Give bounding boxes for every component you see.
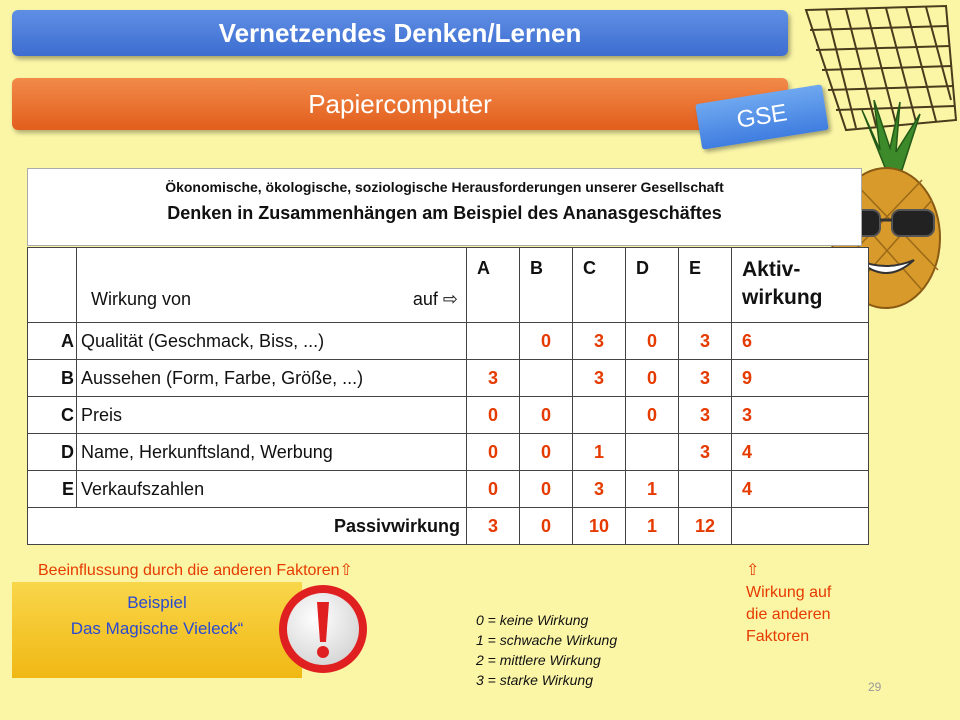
table-row	[28, 434, 869, 471]
row-factor: Preis	[77, 397, 467, 434]
cell-value: 3	[679, 323, 732, 360]
row-letter: E	[28, 471, 77, 508]
page-number: 29	[868, 680, 882, 694]
intro-line-1: Ökonomische, ökologische, soziologische Herausforderungen unserer Gesellschaft	[165, 179, 724, 195]
table-header-row	[28, 248, 869, 323]
table-row	[28, 360, 869, 397]
column-header: E	[679, 248, 732, 323]
up-arrow-icon: ⇧	[746, 562, 760, 579]
cell-value: 3	[573, 360, 626, 397]
table-row	[28, 323, 869, 360]
column-header: A	[467, 248, 520, 323]
passiv-row	[28, 508, 869, 545]
cell-value: 3	[679, 360, 732, 397]
cell-value: 3	[679, 397, 732, 434]
intro-line-2: Denken in Zusammenhängen am Beispiel des Ananasgeschäftes	[167, 203, 722, 223]
intro-box	[27, 168, 862, 246]
cell-value: 3	[679, 434, 732, 471]
cell-value: 0	[467, 434, 520, 471]
legend-item: 1 = schwache Wirkung	[476, 632, 618, 648]
cell-value	[679, 471, 732, 508]
cell-value: 0	[520, 323, 573, 360]
cell-value	[573, 397, 626, 434]
example-title: Das Magische Vieleck“	[70, 619, 244, 638]
passiv-value: 10	[573, 508, 626, 545]
cell-value: 1	[573, 434, 626, 471]
cell-value	[520, 360, 573, 397]
table-row	[28, 397, 869, 434]
row-factor: Verkaufszahlen	[77, 471, 467, 508]
header-auf: auf ⇨	[412, 289, 458, 309]
passiv-value: 12	[679, 508, 732, 545]
cell-value: 0	[467, 471, 520, 508]
header-wirkung-von: Wirkung von	[91, 289, 192, 309]
beeinflussung-note: Beeinflussung durch die anderen Faktoren⇧	[38, 562, 353, 579]
row-factor: Name, Herkunftsland, Werbung	[77, 434, 467, 471]
cell-value: 0	[467, 397, 520, 434]
passiv-empty	[732, 508, 869, 545]
aktiv-value: 9	[732, 360, 869, 397]
column-header: B	[520, 248, 573, 323]
aktivwirkung-header: Aktiv- wirkung	[732, 248, 869, 323]
aktiv-value: 4	[732, 434, 869, 471]
legend	[476, 610, 617, 690]
passiv-value: 0	[520, 508, 573, 545]
row-letter: B	[28, 360, 77, 397]
paper-computer-table	[27, 247, 869, 545]
cell-value: 0	[520, 434, 573, 471]
cell-value	[626, 434, 679, 471]
cell-value: 0	[626, 360, 679, 397]
legend-item: 0 = keine Wirkung	[476, 612, 589, 628]
subtitle-banner: Papiercomputer	[12, 78, 788, 130]
aktiv-value: 4	[732, 471, 869, 508]
passivwirkung-label: Passivwirkung	[28, 508, 467, 545]
cell-value: 0	[520, 471, 573, 508]
column-header: D	[626, 248, 679, 323]
cell-value: 3	[573, 471, 626, 508]
cell-value: 3	[467, 360, 520, 397]
passiv-value: 3	[467, 508, 520, 545]
cell-value: 0	[626, 323, 679, 360]
warning-icon	[276, 582, 370, 676]
cell-value: 1	[626, 471, 679, 508]
cell-value: 3	[573, 323, 626, 360]
row-letter: C	[28, 397, 77, 434]
row-letter: A	[28, 323, 77, 360]
example-box	[12, 582, 302, 678]
header-wirkung-cell	[77, 248, 467, 323]
legend-item: 3 = starke Wirkung	[476, 672, 593, 688]
aktiv-value: 6	[732, 323, 869, 360]
legend-item: 2 = mittlere Wirkung	[476, 652, 601, 668]
row-letter: D	[28, 434, 77, 471]
passiv-value: 1	[626, 508, 679, 545]
table-row	[28, 471, 869, 508]
aktiv-value: 3	[732, 397, 869, 434]
example-label: Beispiel	[127, 593, 187, 612]
row-factor: Aussehen (Form, Farbe, Größe, ...)	[77, 360, 467, 397]
row-factor: Qualität (Geschmack, Biss, ...)	[77, 323, 467, 360]
cell-value	[467, 323, 520, 360]
column-header: C	[573, 248, 626, 323]
gse-badge: GSE	[695, 84, 829, 149]
header-corner	[28, 248, 77, 323]
cell-value: 0	[626, 397, 679, 434]
title-banner: Vernetzendes Denken/Lernen	[12, 10, 788, 56]
cell-value: 0	[520, 397, 573, 434]
wirkung-auf-note: ⇧ Wirkung auf die anderen Faktoren	[746, 562, 832, 645]
